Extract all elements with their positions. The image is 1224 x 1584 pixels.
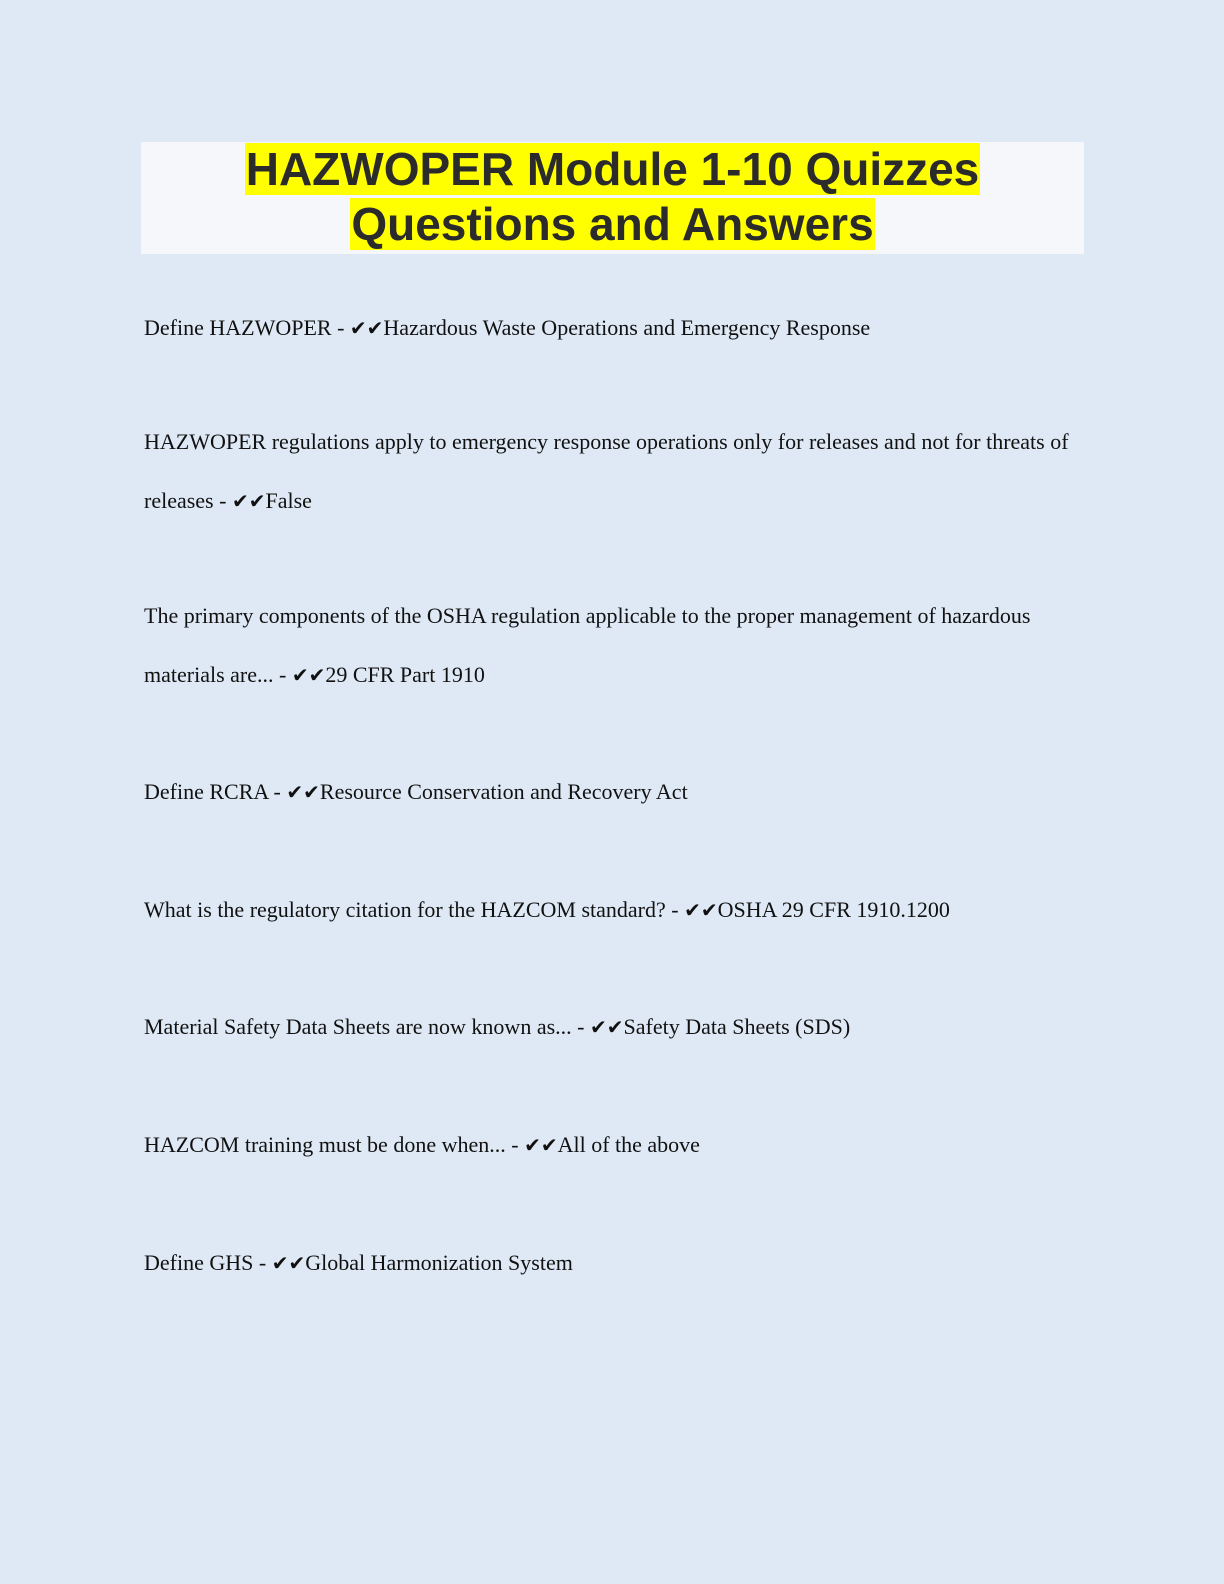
document-title (141, 142, 1084, 254)
qa-item-5 (144, 880, 1084, 940)
check-mark-icon: ✔✔ (231, 489, 266, 513)
check-mark-icon: ✔✔ (684, 898, 718, 922)
qa-item-7 (144, 1115, 1084, 1175)
qa-item-2 (144, 412, 1084, 531)
answer-text: OSHA 29 CFR 1910.1200 (717, 897, 950, 922)
qa-item-3 (144, 586, 1084, 705)
question-text: Define HAZWOPER - (144, 315, 350, 340)
title-line-2: Questions and Answers (351, 198, 874, 250)
qa-item-4 (144, 762, 1084, 822)
title-line-1: HAZWOPER Module 1-10 Quizzes (245, 143, 980, 195)
answer-text: False (265, 488, 312, 513)
check-mark-icon: ✔✔ (271, 1251, 306, 1275)
question-text: What is the regulatory citation for the HAZCOM standard? - (144, 897, 685, 922)
check-mark-icon: ✔✔ (291, 663, 326, 687)
question-text: HAZCOM training must be done when... - (144, 1132, 525, 1157)
qa-item-6 (144, 997, 1084, 1057)
answer-text: Resource Conservation and Recovery Act (319, 779, 688, 804)
check-mark-icon: ✔✔ (524, 1133, 558, 1157)
question-text: The primary components of the OSHA regulation applicable to the proper management of hazardous materials are... - (144, 603, 1031, 687)
question-text: Material Safety Data Sheets are now known as... - (144, 1014, 590, 1039)
question-text: Define GHS - (144, 1250, 272, 1275)
answer-text: Global Harmonization System (305, 1250, 573, 1275)
qa-item-1 (144, 298, 1084, 358)
answer-text: Safety Data Sheets (SDS) (623, 1014, 851, 1039)
check-mark-icon: ✔✔ (589, 1015, 624, 1039)
answer-text: Hazardous Waste Operations and Emergency Response (383, 315, 871, 340)
answer-text: All of the above (557, 1132, 700, 1157)
check-mark-icon: ✔✔ (349, 316, 384, 340)
question-text: HAZWOPER regulations apply to emergency response operations only for releases and not for threats of releases - (144, 429, 1069, 513)
answer-text: 29 CFR Part 1910 (325, 662, 485, 687)
qa-item-8 (144, 1233, 1084, 1293)
check-mark-icon: ✔✔ (286, 780, 320, 804)
question-text: Define RCRA - (144, 779, 287, 804)
